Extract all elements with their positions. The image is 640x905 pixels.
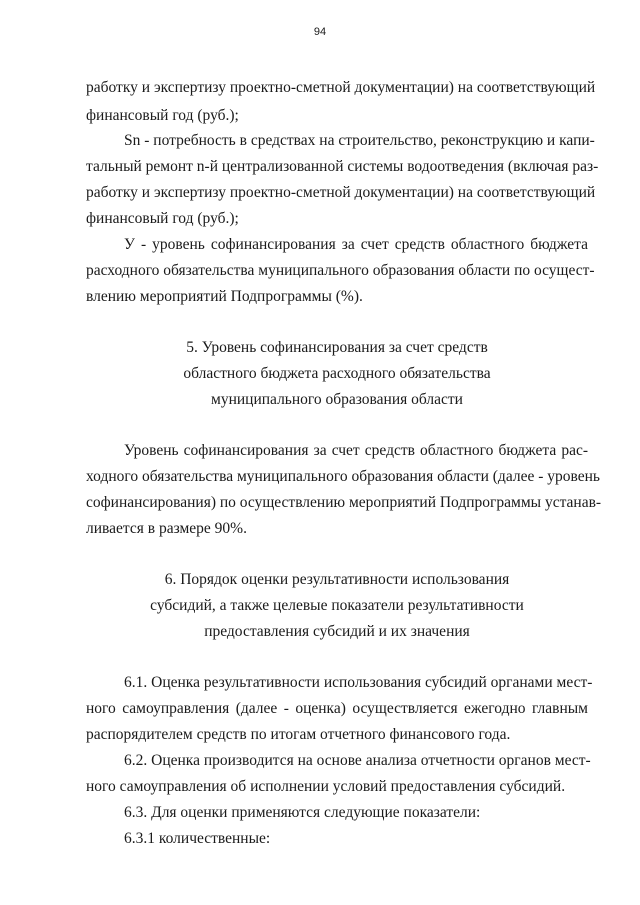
text-line: расходного обязательства муниципального образования области по осущест-: [86, 262, 595, 279]
text-line: распорядителем средств по итогам отчетного финансового года.: [86, 726, 511, 743]
section-title: 5. Уровень софинансирования за счет средств: [186, 339, 488, 356]
text-line: ливается в размере 90%.: [86, 520, 247, 537]
page-number: 94: [313, 26, 327, 38]
section-title: муниципального образования области: [211, 391, 463, 408]
text-line: работку и экспертизу проектно-сметной документации) на соответствующий: [86, 184, 596, 201]
text-line: У - уровень софинансирования за счет средств областного бюджета: [124, 236, 588, 253]
text-line: ного самоуправления (далее - оценка) осуществляется ежегодно главным: [86, 700, 588, 717]
text-line: Sn - потребность в средствах на строительство, реконструкцию и капи-: [124, 132, 595, 149]
text-line: тальный ремонт n-й централизованной системы водоотведения (включая раз-: [86, 158, 599, 175]
text-line: 6.3.1 количественные:: [124, 830, 271, 847]
section-title: субсидий, а также целевые показатели результативности: [150, 597, 524, 614]
text-line: финансовый год (руб.);: [86, 107, 239, 124]
text-line: ходного обязательства муниципального образования области (далее - уровень: [86, 468, 600, 485]
section-title: предоставления субсидий и их значения: [204, 623, 470, 640]
text-line: влению мероприятий Подпрограммы (%).: [86, 288, 363, 305]
text-line: 6.2. Оценка производится на основе анализа отчетности органов мест-: [124, 752, 591, 769]
text-line: работку и экспертизу проектно-сметной документации) на соответствующий: [86, 79, 596, 96]
section-title: областного бюджета расходного обязательства: [183, 365, 491, 382]
text-line: ного самоуправления об исполнении условий предоставления субсидий.: [86, 778, 566, 795]
text-line: финансовый год (руб.);: [86, 210, 239, 227]
section-title: 6. Порядок оценки результативности использования: [164, 571, 510, 588]
text-line: софинансирования) по осуществлению мероприятий Подпрограммы устанав-: [86, 494, 602, 511]
text-line: 6.1. Оценка результативности использования субсидий органами мест-: [124, 674, 593, 691]
text-line: 6.3. Для оценки применяются следующие показатели:: [124, 804, 481, 821]
text-line: Уровень софинансирования за счет средств областного бюджета рас-: [124, 442, 588, 459]
